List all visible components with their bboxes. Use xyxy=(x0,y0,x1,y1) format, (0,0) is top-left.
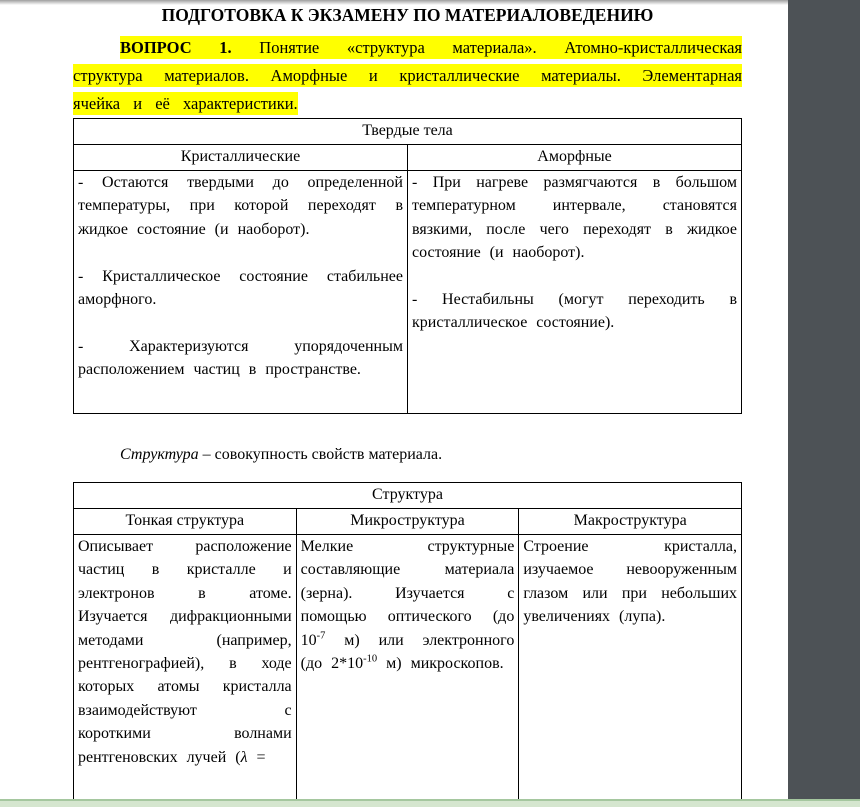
crystalline-point: - Кристаллическое состояние стабильнее аморфного. xyxy=(78,267,403,309)
fine-structure-cell xyxy=(74,535,297,800)
solids-table xyxy=(73,118,742,414)
fine-structure-text: Описывает расположение частиц в кристалле и электронов в атоме. Изучается дифракционными методами (например, рентгенографией), в ходе которых атомы кристалла взаимодействуют с короткими волнами рентгеновских лучей (λ = xyxy=(78,538,292,766)
amorphous-point: - При нагреве размягчаются в большом температурном интервале, становятся вязкими, после чего переходят в жидкое состояние (и наоборот). xyxy=(412,174,737,262)
solids-table-header-crystalline: Кристаллические xyxy=(74,145,408,171)
document-title: ПОДГОТОВКА К ЭКЗАМЕНУ ПО МАТЕРИАЛОВЕДЕНИЮ xyxy=(161,5,654,25)
solids-table-header-amorphous: Аморфные xyxy=(408,145,742,171)
structure-table-header-micro: Микроструктура xyxy=(296,509,519,535)
question-paragraph: ВОПРОС 1. Понятие «структура материала». Атомно-кристаллическая структура материалов. Аморфные и кристаллические материалы. Элементарная ячейка и её характеристики. xyxy=(73,38,742,113)
macrostructure-text: Строение кристалла, изучаемое невооруженным глазом или при небольших увеличениях (лупа). xyxy=(523,538,737,626)
amorphous-point: - Нестабильны (могут переходить в кристаллическое состояние). xyxy=(412,291,737,332)
amorphous-cell xyxy=(408,171,742,414)
bottom-green-bar xyxy=(0,799,860,807)
structure-definition: Структура – совокупность свойств материала. xyxy=(120,446,443,463)
structure-table-header-macro: Макроструктура xyxy=(519,509,742,535)
document-body xyxy=(73,0,742,799)
crystalline-point: - Остаются твердыми до определенной температуры, при которой переходят в жидкое состояние (и наоборот). xyxy=(78,174,403,238)
solids-table-title: Твердые тела xyxy=(74,119,742,145)
structure-table-title: Структура xyxy=(74,483,742,509)
app-background-panel xyxy=(788,0,860,799)
macrostructure-cell xyxy=(519,535,742,800)
crystalline-point: - Характеризуются упорядоченным расположением частиц в пространстве. xyxy=(78,337,403,379)
structure-table xyxy=(73,482,742,799)
microstructure-text: Мелкие структурные составляющие материала (зерна). Изучается с помощью оптического (до $10^{-7}$ м) или электронного (до $2*10^{-10}$ м) микроскопов. xyxy=(300,538,515,673)
structure-table-header-fine: Тонкая структура xyxy=(74,509,297,535)
microstructure-cell xyxy=(296,535,519,800)
crystalline-cell xyxy=(74,171,408,414)
